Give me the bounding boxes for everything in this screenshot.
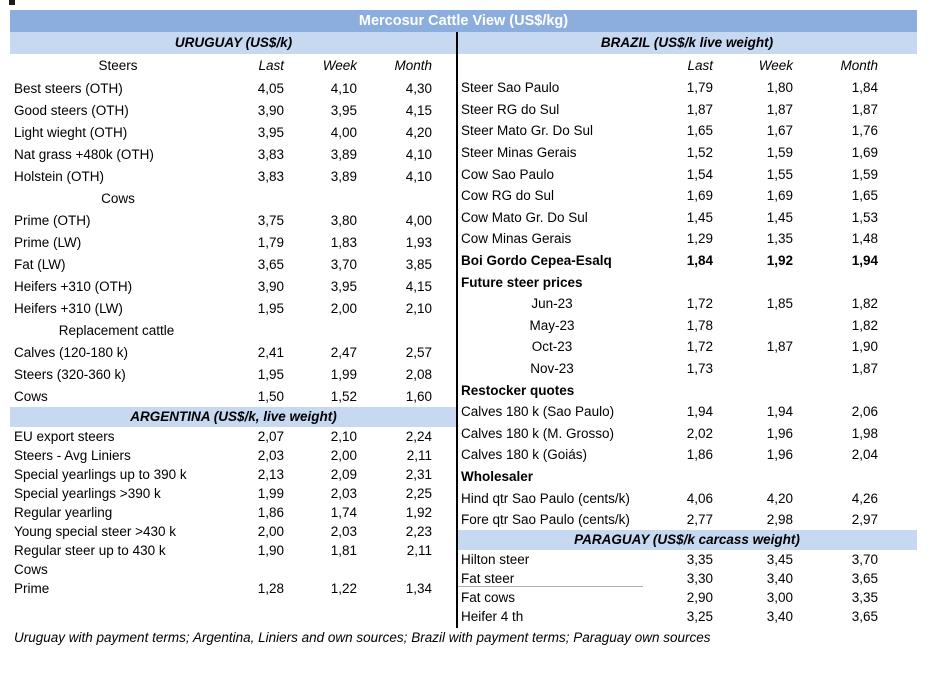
- row-last-value: 2,07: [257, 429, 284, 444]
- row-week-value: 1,55: [766, 166, 793, 182]
- row-last-value: 1,99: [257, 486, 284, 501]
- table-row: [457, 271, 917, 293]
- row-month-value: 1,53: [851, 209, 878, 225]
- row-label: Fore qtr Sao Paulo (cents/k): [461, 512, 630, 528]
- row-month-value: 3,65: [851, 609, 878, 625]
- row-month-value: 3,35: [851, 590, 878, 606]
- row-last-value: 1,86: [257, 505, 284, 520]
- row-last-value: 2,13: [257, 467, 284, 482]
- table-row: [457, 569, 917, 588]
- row-label: Prime: [14, 581, 50, 596]
- row-last-value: 1,79: [257, 234, 284, 250]
- row-last-value: 1,86: [686, 447, 713, 463]
- row-label: Cow Minas Gerais: [461, 231, 572, 247]
- row-last-value: 1,29: [686, 231, 713, 247]
- row-label: Best steers (OTH): [14, 80, 123, 96]
- table-row: [10, 385, 457, 407]
- column-header-week: Week: [322, 58, 357, 73]
- row-week-value: 1,94: [766, 404, 793, 420]
- row-label: Replacement cattle: [58, 322, 175, 338]
- row-last-value: 1,94: [686, 404, 713, 420]
- row-last-value: 1,54: [686, 166, 713, 182]
- table-row: [10, 598, 457, 617]
- row-month-value: 1,90: [851, 339, 878, 355]
- row-last-value: 1,65: [686, 123, 713, 139]
- row-label: Restocker quotes: [461, 382, 575, 398]
- row-month-value: 1,87: [851, 361, 878, 377]
- row-label: Steer RG do Sul: [461, 101, 560, 117]
- table-row: [10, 484, 457, 503]
- table-row: [10, 503, 457, 522]
- row-week-value: 3,70: [330, 256, 357, 272]
- table-row: [10, 297, 457, 319]
- table-row: [10, 143, 457, 165]
- row-month-value: 4,20: [405, 124, 432, 140]
- row-label: Fat steer: [457, 571, 643, 587]
- row-label: Cow Sao Paulo: [461, 166, 555, 182]
- row-label: Cows: [101, 190, 135, 206]
- row-week-value: 4,00: [330, 124, 357, 140]
- row-month-value: 1,76: [851, 123, 878, 139]
- row-month-value: 2,06: [851, 404, 878, 420]
- table-row: [10, 77, 457, 99]
- row-last-value: 1,95: [257, 300, 284, 316]
- row-month-value: 1,60: [405, 388, 432, 404]
- row-week-value: 1,45: [766, 209, 793, 225]
- column-header-row-right: [457, 54, 917, 77]
- row-month-value: 2,04: [851, 447, 878, 463]
- row-last-value: 2,77: [686, 512, 713, 528]
- row-last-value: 3,65: [257, 256, 284, 272]
- row-last-value: 1,90: [257, 543, 284, 558]
- section-header-brazil: BRAZIL (US$/k live weight): [457, 32, 917, 54]
- table-row: [457, 293, 917, 315]
- brazil-rows: [457, 77, 917, 530]
- row-week-value: 3,40: [766, 609, 793, 625]
- row-week-value: 3,80: [330, 212, 357, 228]
- row-label: Prime (OTH): [14, 212, 91, 228]
- row-month-value: 2,25: [405, 486, 432, 501]
- row-week-value: 3,40: [766, 571, 793, 587]
- row-week-value: 3,00: [766, 590, 793, 606]
- row-week-value: 2,03: [330, 524, 357, 539]
- table-row: [10, 165, 457, 187]
- row-last-value: 3,30: [686, 571, 713, 587]
- row-week-value: 1,52: [330, 388, 357, 404]
- row-week-value: 2,00: [330, 448, 357, 463]
- column-header-row-left: [10, 54, 457, 77]
- row-week-value: 1,96: [766, 425, 793, 441]
- table-row: [10, 253, 457, 275]
- row-label: Fat cows: [461, 590, 516, 606]
- row-last-value: 1,84: [686, 253, 713, 269]
- table-row: [10, 522, 457, 541]
- row-month-value: 1,65: [851, 188, 878, 204]
- table-row: [457, 77, 917, 99]
- row-last-value: 1,73: [686, 361, 713, 377]
- row-label: May-23: [529, 317, 575, 333]
- row-month-value: 1,94: [851, 253, 878, 269]
- row-month-value: 2,24: [405, 429, 432, 444]
- uruguay-rows: [10, 77, 457, 407]
- row-last-value: 1,78: [686, 317, 713, 333]
- row-last-value: 3,95: [257, 124, 284, 140]
- table-row: [10, 560, 457, 579]
- row-label: Steers (320-360 k): [14, 366, 126, 382]
- row-last-value: 3,75: [257, 212, 284, 228]
- row-last-value: 1,69: [686, 188, 713, 204]
- source-footnote: Uruguay with payment terms; Argentina, Liniers and own sources; Brazil with payment terms; Paraguay own sources: [14, 630, 711, 645]
- row-last-value: 1,72: [686, 296, 713, 312]
- table-row: [10, 99, 457, 121]
- row-last-value: 1,28: [257, 581, 284, 596]
- table-row: [457, 509, 917, 531]
- row-week-value: 2,47: [330, 344, 357, 360]
- row-label: Calves 180 k (Sao Paulo): [461, 404, 615, 420]
- row-month-value: 2,57: [405, 344, 432, 360]
- row-label: Regular steer up to 430 k: [14, 543, 166, 558]
- row-month-value: 2,11: [406, 448, 432, 463]
- row-month-value: 1,82: [851, 317, 878, 333]
- row-month-value: 1,84: [851, 80, 878, 96]
- row-last-value: 2,00: [257, 524, 284, 539]
- row-label: Special yearlings up to 390 k: [14, 467, 187, 482]
- row-month-value: 4,10: [405, 168, 432, 184]
- row-week-value: 1,83: [330, 234, 357, 250]
- row-label: Steer Sao Paulo: [461, 80, 560, 96]
- table-row: [457, 607, 917, 626]
- row-label: Cows: [14, 562, 48, 577]
- row-label: Jun-23: [531, 296, 573, 312]
- argentina-rows: [10, 427, 457, 617]
- table-row: [457, 401, 917, 423]
- row-label: Boi Gordo Cepea-Esalq: [461, 253, 612, 269]
- row-last-value: 1,50: [257, 388, 284, 404]
- section-header-argentina: ARGENTINA (US$/k, live weight): [10, 407, 457, 427]
- row-last-value: 3,90: [257, 102, 284, 118]
- row-week-value: 1,80: [766, 80, 793, 96]
- row-month-value: 1,59: [851, 166, 878, 182]
- table-row: [457, 185, 917, 207]
- table-row: [457, 588, 917, 607]
- row-label: Light wieght (OTH): [14, 124, 128, 140]
- row-last-value: 1,72: [686, 339, 713, 355]
- row-last-value: 1,87: [686, 101, 713, 117]
- row-last-value: 3,90: [257, 278, 284, 294]
- row-last-value: 4,05: [257, 80, 284, 96]
- table-row: [457, 466, 917, 488]
- table-row: [457, 120, 917, 142]
- row-month-value: 4,00: [405, 212, 432, 228]
- row-week-value: 3,95: [330, 278, 357, 294]
- table-row: [10, 121, 457, 143]
- row-label: Holstein (OTH): [14, 168, 105, 184]
- row-last-value: 3,35: [686, 552, 713, 568]
- row-month-value: 1,98: [851, 425, 878, 441]
- row-month-value: 4,26: [851, 490, 878, 506]
- row-week-value: 4,20: [766, 490, 793, 506]
- row-label: Heifers +310 (OTH): [14, 278, 133, 294]
- row-week-value: 1,59: [766, 145, 793, 161]
- row-label: Heifers +310 (LW): [14, 300, 123, 316]
- row-week-value: 2,00: [330, 300, 357, 316]
- column-header-week: Week: [758, 58, 793, 73]
- row-month-value: 2,11: [406, 543, 432, 558]
- row-last-value: 2,03: [257, 448, 284, 463]
- column-header-month: Month: [394, 58, 432, 73]
- row-last-value: 4,06: [686, 490, 713, 506]
- table-row: [10, 465, 457, 484]
- row-month-value: 4,15: [405, 278, 432, 294]
- row-last-value: 1,45: [686, 209, 713, 225]
- table-row: [10, 319, 457, 341]
- row-week-value: 1,81: [330, 543, 357, 558]
- table-row: [10, 231, 457, 253]
- table-row: [457, 207, 917, 229]
- row-last-value: 2,02: [686, 425, 713, 441]
- row-month-value: 1,87: [851, 101, 878, 117]
- row-month-value: 1,82: [851, 296, 878, 312]
- table-row: [10, 541, 457, 560]
- row-label: Future steer prices: [461, 274, 583, 290]
- table-columns: [10, 32, 917, 626]
- row-label: Calves (120-180 k): [14, 344, 129, 360]
- table-row: [457, 423, 917, 445]
- table-row: [457, 336, 917, 358]
- row-last-value: 1,52: [686, 145, 713, 161]
- row-month-value: 2,10: [405, 300, 432, 316]
- row-last-value: 3,83: [257, 146, 284, 162]
- row-week-value: 1,87: [766, 101, 793, 117]
- table-row: [457, 444, 917, 466]
- row-label: Prime (LW): [14, 234, 82, 250]
- table-row: [457, 315, 917, 337]
- row-month-value: 1,69: [851, 145, 878, 161]
- column-header-steers: Steers: [98, 58, 138, 73]
- row-week-value: 3,95: [330, 102, 357, 118]
- row-label: Nov-23: [530, 361, 574, 377]
- row-week-value: 1,69: [766, 188, 793, 204]
- row-last-value: 1,79: [686, 80, 713, 96]
- row-label: Fat (LW): [14, 256, 66, 272]
- row-label: Nat grass +480k (OTH): [14, 146, 154, 162]
- row-label: Cow Mato Gr. Do Sul: [461, 209, 588, 225]
- row-week-value: 3,89: [330, 146, 357, 162]
- row-month-value: 3,70: [851, 552, 878, 568]
- row-label: Hind qtr Sao Paulo (cents/k): [461, 490, 630, 506]
- table-row: [457, 250, 917, 272]
- row-last-value: 1,95: [257, 366, 284, 382]
- row-week-value: 3,89: [330, 168, 357, 184]
- row-week-value: 1,85: [766, 296, 793, 312]
- table-row: [10, 579, 457, 598]
- table-row: [457, 163, 917, 185]
- table-row: [457, 99, 917, 121]
- row-label: Hilton steer: [461, 552, 530, 568]
- row-month-value: 4,15: [405, 102, 432, 118]
- row-week-value: 1,92: [766, 253, 793, 269]
- row-label: Cow RG do Sul: [461, 188, 555, 204]
- table-row: [10, 187, 457, 209]
- row-month-value: 1,34: [405, 581, 432, 596]
- row-week-value: 1,96: [766, 447, 793, 463]
- row-label: Oct-23: [531, 339, 573, 355]
- row-month-value: 4,10: [405, 146, 432, 162]
- column-header-month: Month: [840, 58, 878, 73]
- row-month-value: 1,48: [851, 231, 878, 247]
- row-week-value: 1,99: [330, 366, 357, 382]
- row-label: Special yearlings >390 k: [14, 486, 161, 501]
- row-week-value: 1,35: [766, 231, 793, 247]
- row-week-value: 3,45: [766, 552, 793, 568]
- row-week-value: 2,03: [330, 486, 357, 501]
- row-week-value: 1,87: [766, 339, 793, 355]
- row-label: Wholesaler: [461, 468, 534, 484]
- row-label: Steers - Avg Liniers: [14, 448, 131, 463]
- row-label: Cows: [14, 388, 48, 404]
- row-week-value: 2,98: [766, 512, 793, 528]
- row-month-value: 2,31: [405, 467, 432, 482]
- row-label: Calves 180 k (Goiás): [461, 447, 588, 463]
- row-last-value: 3,25: [686, 609, 713, 625]
- row-label: Steer Mato Gr. Do Sul: [461, 123, 594, 139]
- row-label: Heifer 4 th: [461, 609, 524, 625]
- column-header-last: Last: [687, 58, 713, 73]
- page-title: Mercosur Cattle View (US$/kg): [10, 10, 917, 32]
- table-row: [10, 209, 457, 231]
- row-week-value: 2,09: [330, 467, 357, 482]
- section-header-paraguay: PARAGUAY (US$/k carcass weight): [457, 530, 917, 550]
- row-week-value: 1,67: [766, 123, 793, 139]
- row-week-value: 2,10: [330, 429, 357, 444]
- table-row: [10, 446, 457, 465]
- row-month-value: 3,65: [851, 571, 878, 587]
- row-week-value: 1,74: [330, 505, 357, 520]
- table-row: [10, 363, 457, 385]
- row-last-value: 3,83: [257, 168, 284, 184]
- table-row: [457, 142, 917, 164]
- row-month-value: 3,85: [405, 256, 432, 272]
- row-week-value: 1,22: [330, 581, 357, 596]
- row-month-value: 4,30: [405, 80, 432, 96]
- row-week-value: 4,10: [330, 80, 357, 96]
- center-divider-line: [456, 32, 458, 628]
- row-month-value: 1,93: [405, 234, 432, 250]
- table-row: [10, 275, 457, 297]
- table-row: [10, 427, 457, 446]
- row-month-value: 2,08: [405, 366, 432, 382]
- row-month-value: 2,23: [405, 524, 432, 539]
- paraguay-rows: [457, 550, 917, 626]
- mercosur-cattle-table: [10, 10, 917, 626]
- row-label: EU export steers: [14, 429, 115, 444]
- row-last-value: 2,90: [686, 590, 713, 606]
- table-row: [457, 379, 917, 401]
- scan-artifact-mark: [9, 0, 15, 5]
- row-last-value: 2,41: [257, 344, 284, 360]
- row-label: Young special steer >430 k: [14, 524, 176, 539]
- row-label: Steer Minas Gerais: [461, 145, 577, 161]
- row-label: Calves 180 k (M. Grosso): [461, 425, 615, 441]
- column-header-last: Last: [258, 58, 284, 73]
- row-label: Good steers (OTH): [14, 102, 129, 118]
- left-column: [10, 32, 457, 626]
- table-row: [457, 550, 917, 569]
- right-column: [457, 32, 917, 626]
- table-row: [457, 487, 917, 509]
- row-month-value: 2,97: [851, 512, 878, 528]
- section-header-uruguay: URUGUAY (US$/k): [10, 32, 457, 54]
- table-row: [457, 228, 917, 250]
- row-month-value: 1,92: [405, 505, 432, 520]
- table-row: [457, 358, 917, 380]
- row-label: Regular yearling: [14, 505, 113, 520]
- table-row: [10, 341, 457, 363]
